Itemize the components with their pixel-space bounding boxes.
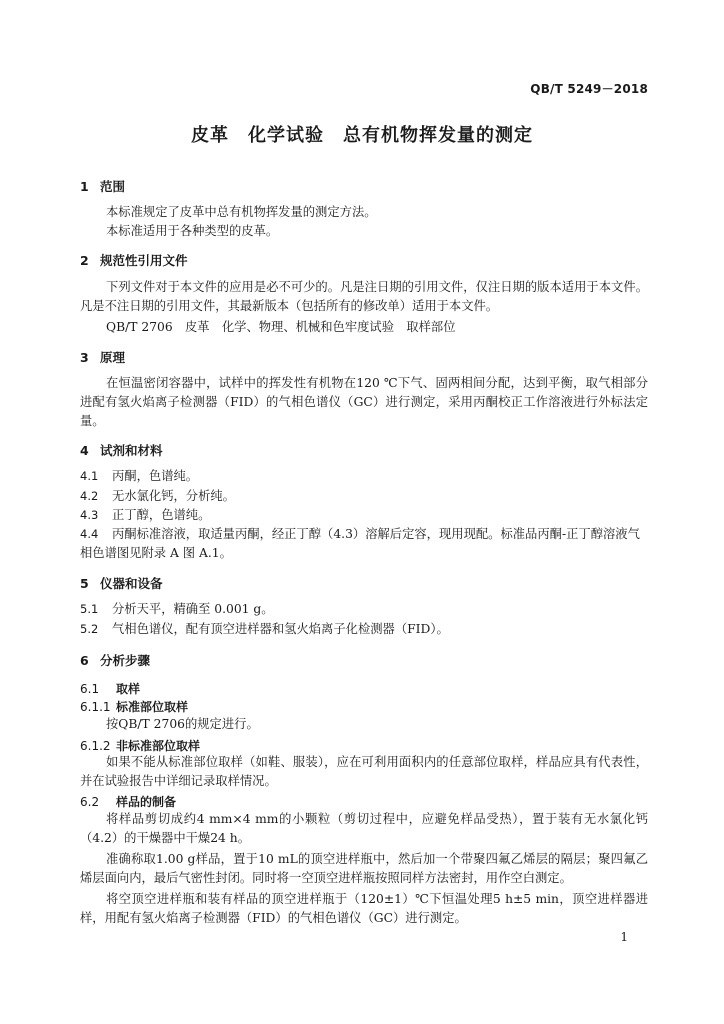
list-item: 4.2 无水氯化钙，分析纯。 <box>80 489 235 503</box>
subsection-heading: 6.1.2 非标准部位取样 <box>80 739 201 753</box>
list-item: 5.1 分析天平，精确至 0.001 g。 <box>80 602 274 616</box>
paragraph: 下列文件对于本文件的应用是必不可少的。凡是注日期的引用文件，仅注日期的版本适用于本文件。凡是不注日期的引用文件，其最新版本（包括所有的修改单）适用于本文件。 <box>80 280 648 313</box>
list-item: 5.2 气相色谱仪，配有顶空进样器和氢火焰离子化检测器（FID）。 <box>80 622 449 636</box>
paragraph: 如果不能从标准部位取样（如鞋、服装），应在可利用面积内的任意部位取样，样品应具有代表性，并在试验报告中详细记录取样情况。 <box>80 755 648 788</box>
subsection-heading: 6.1.1 标准部位取样 <box>80 700 189 714</box>
paragraph: 本标准适用于各种类型的皮革。 <box>106 224 279 238</box>
section-heading-3: 3 原理 <box>80 350 126 365</box>
list-item: 4.3 正丁醇，色谱纯。 <box>80 508 211 522</box>
section-heading-2: 2 规范性引用文件 <box>80 253 188 268</box>
reference-item: QB/T 2706 皮革 化学、物理、机械和色牢度试验 取样部位 <box>106 320 456 334</box>
paragraph: 按QB/T 2706的规定进行。 <box>106 717 259 731</box>
subsection-heading: 6.1 取样 <box>80 682 141 696</box>
paragraph: 将样品剪切成约4 mm×4 mm的小颗粒（剪切过程中，应避免样品受热），置于装有无水氯化钙（4.2）的干燥器中干燥24 h。 <box>80 812 648 845</box>
list-item: 4.4 丙酮标准溶液，取适量丙酮，经正丁醇（4.3）溶解后定容，现用现配。标准品丙酮-正丁醇溶液气相色谱图见附录 A 图 A.1。 <box>80 527 640 560</box>
page-number: 1 <box>620 930 628 944</box>
section-heading-4: 4 试剂和材料 <box>80 443 163 458</box>
section-heading-1: 1 范围 <box>80 179 126 194</box>
list-item: 4.1 丙酮，色谱纯。 <box>80 469 199 483</box>
section-heading-5: 5 仪器和设备 <box>80 576 163 591</box>
paragraph: 将空顶空进样瓶和装有样品的顶空进样瓶于（120±1）℃下恒温处理5 h±5 min，顶空进样器进样，用配有氢火焰离子检测器（FID）的气相色谱仪（GC）进行测定。 <box>80 892 648 925</box>
section-heading-6: 6 分析步骤 <box>80 653 151 668</box>
page-title: 皮革 化学试验 总有机物挥发量的测定 <box>191 125 533 146</box>
paragraph: 本标准规定了皮革中总有机物挥发量的测定方法。 <box>106 205 377 219</box>
paragraph: 准确称取1.00 g样品，置于10 mL的顶空进样瓶中，然后加一个带聚四氟乙烯层的隔层；聚四氟乙烯层面向内，最后气密性封闭。同时将一空顶空进样瓶按照同样方法密封，用作空白测定。 <box>80 852 648 885</box>
paragraph: 在恒温密闭容器中，试样中的挥发性有机物在120 ℃下气、固两相间分配，达到平衡，取气相部分进配有氢火焰离子检测器（FID）的气相色谱仪（GC）进行测定，采用丙酮校正工作溶液进行外标法定量。 <box>80 376 648 428</box>
subsection-heading: 6.2 样品的制备 <box>80 795 177 809</box>
standard-number: QB/T 5249－2018 <box>530 82 648 96</box>
